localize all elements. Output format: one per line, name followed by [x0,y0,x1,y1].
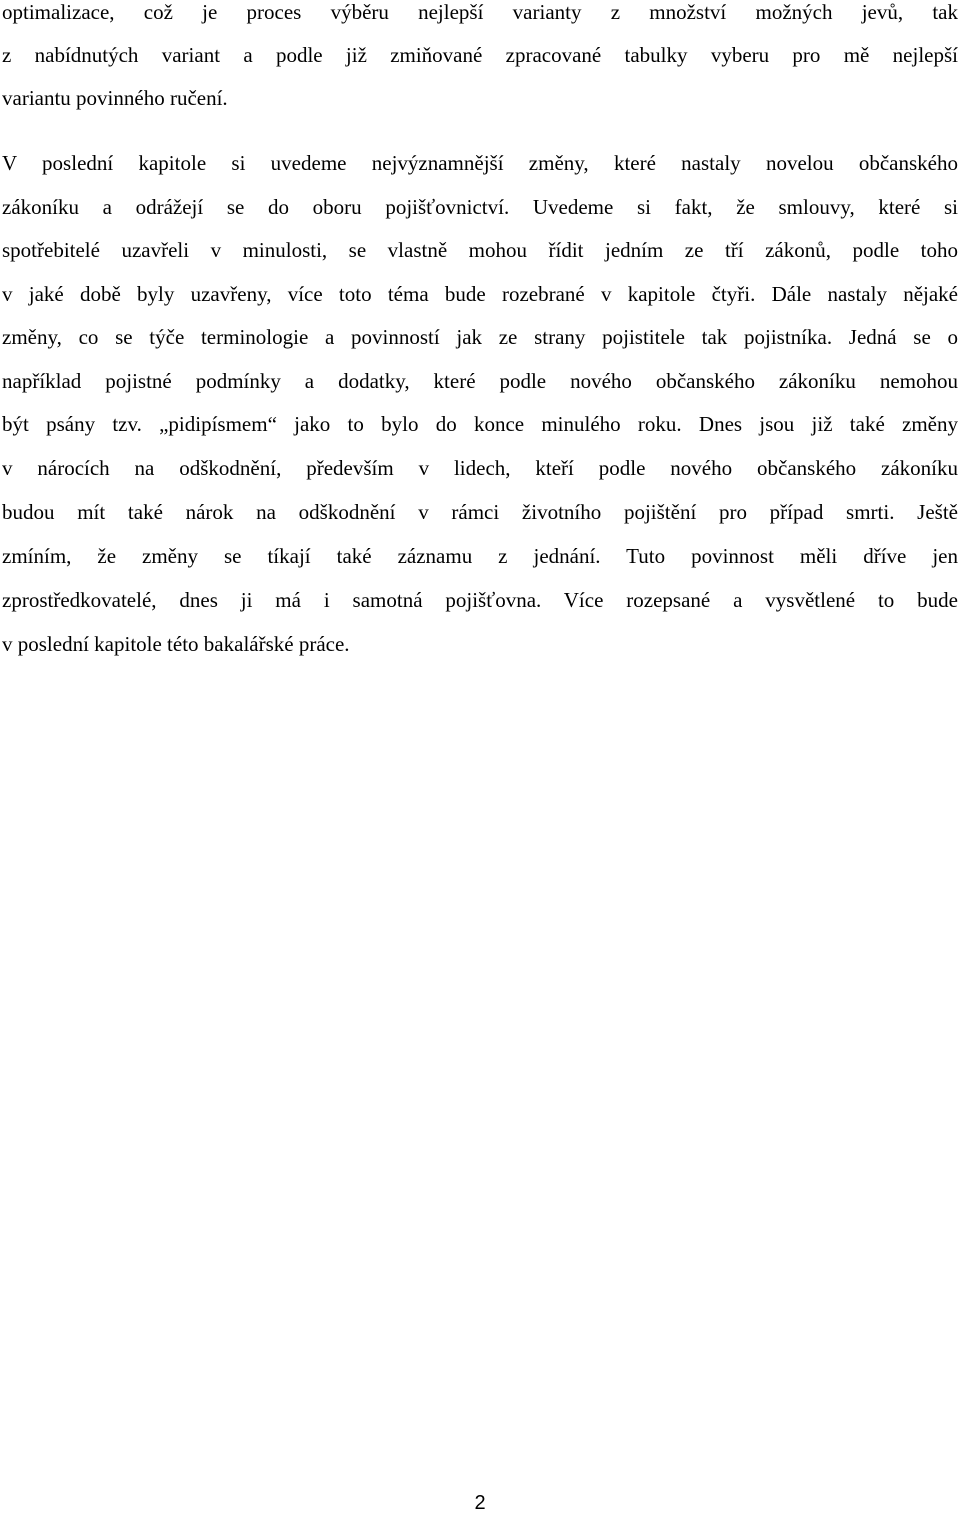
text-line: zprostředkovatelé, dnes ji má i samotná pojišťovna. Více rozepsané a vysvětlené to bude [2,588,958,612]
text-line: V poslední kapitole si uvedeme nejvýznamnější změny, které nastaly novelou občanského [2,151,958,175]
page-number: 2 [474,1492,486,1514]
text-line: zákoníku a odrážejí se do oboru pojišťovnictví. Uvedeme si fakt, že smlouvy, které si [2,195,958,219]
text-line: například pojistné podmínky a dodatky, které podle nového občanského zákoníku nemohou [2,369,958,393]
text-line: zmíním, že změny se tíkají také záznamu z jednání. Tuto povinnost měli dříve jen [2,544,958,568]
text-line: v jaké době byly uzavřeny, více toto téma bude rozebrané v kapitole čtyři. Dále nastaly nějaké [2,282,958,306]
text-line: změny, co se týče terminologie a povinností jak ze strany pojistitele tak pojistníka. Jedná se o [2,325,958,349]
text-line: budou mít také nárok na odškodnění v rámci životního pojištění pro případ smrti. Ještě [2,500,958,524]
text-line: z nabídnutých variant a podle již zmiňované zpracované tabulky vyberu pro mě nejlepší [2,43,958,67]
text-line: v poslední kapitole této bakalářské práce. [2,632,350,656]
text-line: v nárocích na odškodnění, především v lidech, kteří podle nového občanského zákoníku [2,456,958,480]
text-line: variantu povinného ručení. [2,86,228,110]
text-line: optimalizace, což je proces výběru nejlepší varianty z množství možných jevů, tak [2,0,958,24]
text-line: spotřebitelé uzavřeli v minulosti, se vlastně mohou řídit jedním ze tří zákonů, podle toho [2,238,958,262]
text-line: být psány tzv. „pidipísmem“ jako to bylo do konce minulého roku. Dnes jsou již také změny [2,412,958,436]
